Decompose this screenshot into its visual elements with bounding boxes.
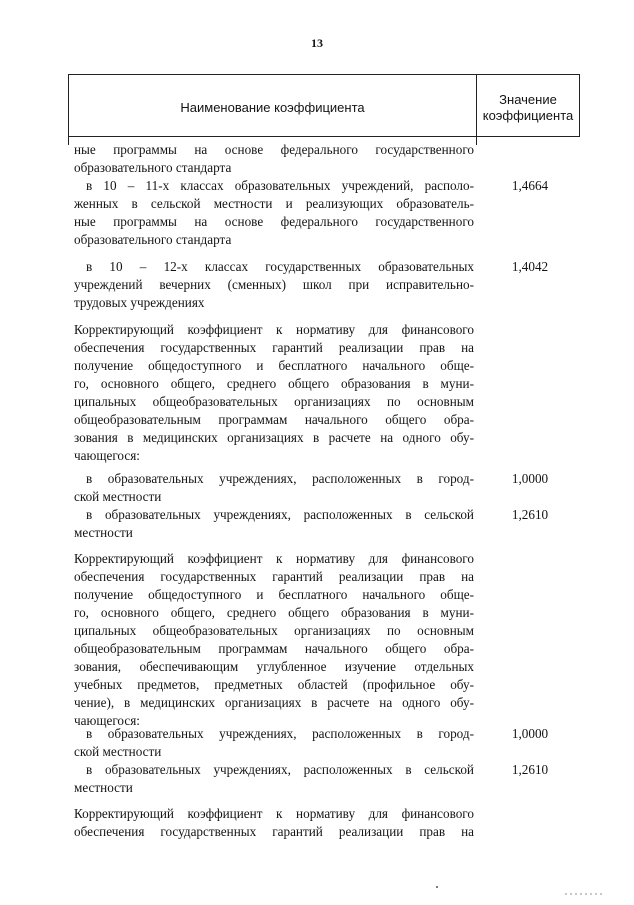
table-row [74,506,474,542]
table-header [68,74,580,137]
row-text-line: зования в медицинских организациях в расчете на одного обу- [74,430,474,445]
row-text-line: в образовательных учреждениях, расположенных в сельской [86,762,474,777]
row-text-line: в образовательных учреждениях, расположенных в город- [86,726,474,741]
column-header-value-line2: коэффициента [482,107,574,123]
table-row [74,177,474,249]
row-text-line: учебных предметов, предметных областей (профильное обу- [74,677,474,692]
coefficient-value: 1,2610 [511,507,549,522]
row-text-line: ципальных общеобразовательных организациях по основным [74,623,474,638]
row-text-line: женных в сельской местности и реализующих образователь- [74,196,474,211]
coefficient-value: 1,4664 [511,178,549,193]
row-text-line: ской местности [74,489,162,504]
row-text-line: местности [74,525,133,540]
scan-speck [436,886,438,888]
row-text-line: обеспечения государственных гарантий реализации прав на [74,569,474,584]
coefficient-value: 1,2610 [511,762,549,777]
row-text-line: получение общедоступного и бесплатного начального обще- [74,358,474,373]
row-text-line: го, основного общего, среднего общего образования в муни- [74,605,474,620]
table-row [74,470,474,506]
row-text-line: Корректирующий коэффициент к нормативу для финансового [74,322,474,337]
row-text-line: обеспечения государственных гарантий реализации прав на [74,340,474,355]
row-text-line: получение общедоступного и бесплатного начального обще- [74,587,474,602]
table-row [74,725,474,761]
column-header-name: Наименование коэффициента [69,75,477,136]
row-text-line: трудовых учреждениях [74,295,205,310]
row-text-line: Корректирующий коэффициент к нормативу для финансового [74,551,474,566]
table-row [74,761,474,797]
row-text-line: образовательного стандарта [74,232,232,247]
row-text-line: чающегося: [74,713,140,728]
row-text-line: чающегося: [74,448,140,463]
row-text-line: образовательного стандарта [74,160,232,175]
coefficient-value: 1,0000 [511,726,549,741]
row-text-line: Корректирующий коэффициент к нормативу для финансового [74,806,474,821]
row-text-line: ные программы на основе федерального государственного [74,214,474,229]
table-border-left [68,137,69,145]
column-header-value [477,75,579,138]
row-text-line: зования, обеспечивающим углубленное изучение отдельных [74,659,474,674]
row-text-line: общеобразовательным программам начального общего обра- [74,412,474,427]
page-number: 13 [311,36,323,50]
table-border-middle [476,137,477,145]
row-text-line: ской местности [74,744,162,759]
row-text-line: в образовательных учреждениях, расположенных в город- [86,471,474,486]
row-text-line: чение), в медицинских организациях в расчете на одного обу- [74,695,474,710]
row-text-line: ципальных общеобразовательных организациях по основным [74,394,474,409]
table-row [74,550,474,730]
row-text-line: местности [74,780,133,795]
row-text-line: обеспечения государственных гарантий реализации прав на [74,824,474,839]
table-row [74,321,474,465]
row-text-line: в образовательных учреждениях, расположенных в сельской [86,507,474,522]
row-text-line: общеобразовательным программам начального общего обра- [74,641,474,656]
scan-smudge [565,893,605,895]
coefficient-value: 1,4042 [511,259,549,274]
row-text-line: учреждений вечерних (сменных) школ при исправительно- [74,277,474,292]
row-text-line: ные программы на основе федерального государственного [74,142,474,157]
coefficient-value: 1,0000 [511,471,549,486]
row-text-line: в 10 – 12-х классах государственных образовательных [86,259,474,274]
row-text-line: го, основного общего, среднего общего образования в муни- [74,376,474,391]
table-row [74,805,474,841]
table-row [74,141,474,177]
column-header-value-line1: Значение [499,91,557,107]
row-text-line: в 10 – 11-х классах образовательных учреждений, располо- [86,178,474,193]
table-row [74,258,474,312]
